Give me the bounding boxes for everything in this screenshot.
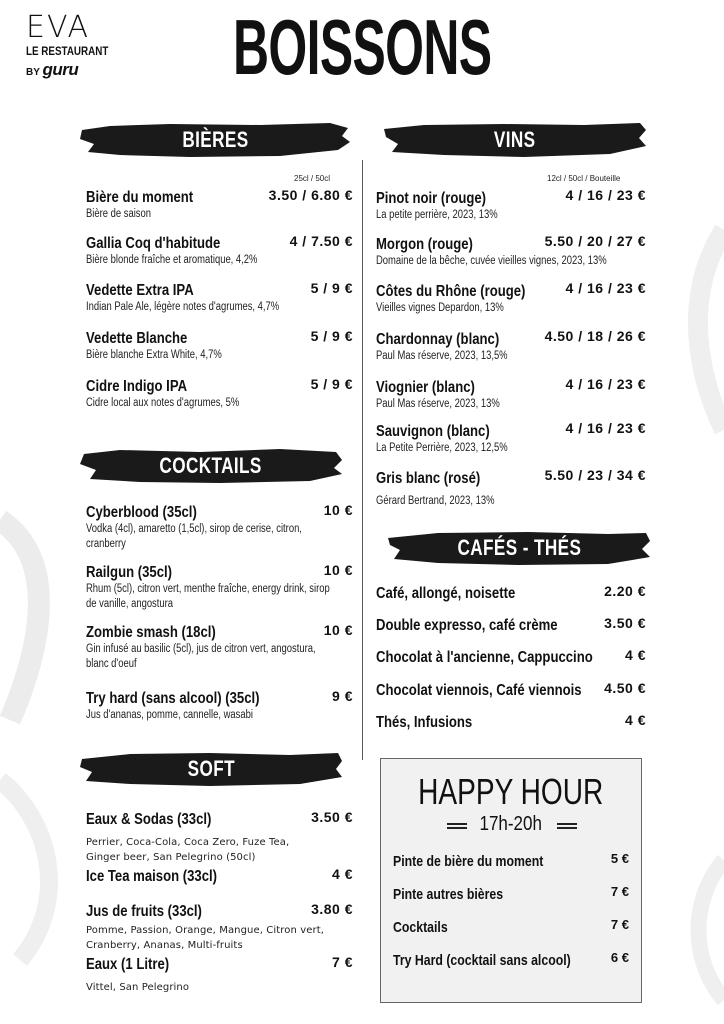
price: 3.80 €	[311, 901, 353, 917]
list-item: Bière du moment Bière de saison	[86, 189, 194, 220]
price: 5 / 9 €	[310, 328, 353, 344]
list-item: Vedette Extra IPA Indian Pale Ale, légère notes d'agrumes, 4,7%	[86, 282, 280, 313]
price: 3.50 €	[604, 615, 646, 631]
price: 10 €	[323, 562, 353, 578]
list-item: Chocolat viennois, Café viennois	[376, 682, 582, 699]
list-item: Gallia Coq d'habitude Bière blonde fraîche et aromatique, 4,2%	[86, 235, 258, 266]
list-item: Try hard (sans alcool) (35cl) Jus d'ananas, pomme, cannelle, wasabi	[86, 690, 260, 721]
section-header-cafes: CAFÉS - THÉS	[388, 528, 650, 568]
list-item: Zombie smash (18cl) Gin infusé au basilic (5cl), jus de citron vert, angostura, blanc d'oeuf	[86, 624, 316, 670]
list-item: Try Hard (cocktail sans alcool)	[393, 952, 571, 969]
list-item: Double expresso, café crème	[376, 617, 558, 634]
price: 10 €	[323, 502, 353, 518]
price: 5.50 / 20 / 27 €	[544, 233, 646, 249]
price: 4 €	[625, 647, 646, 663]
price: 7 €	[610, 884, 629, 899]
logo-eva: EVA	[26, 10, 91, 45]
bieres-size-columns: 25cl / 50cl	[294, 174, 331, 183]
price: 5 €	[610, 851, 629, 866]
list-item: Chardonnay (blanc) Paul Mas réserve, 2023, 13,5%	[376, 331, 508, 362]
price: 4 / 16 / 23 €	[565, 187, 646, 203]
list-item: Cocktails	[393, 919, 448, 936]
section-header-soft: SOFT	[80, 749, 342, 789]
list-item: Eaux & Sodas (33cl) Perrier, Coca-Cola, Coca Zero, Fuze Tea, Ginger beer, San Pelegrino (50cl)	[86, 811, 290, 863]
logo-subtitle: LE RESTAURANT	[26, 44, 109, 58]
price: 4 / 16 / 23 €	[565, 376, 646, 392]
price: 4 €	[625, 712, 646, 728]
list-item: Chocolat à l'ancienne, Cappuccino	[376, 649, 593, 666]
logo-by-guru: BY guru	[26, 60, 79, 79]
list-item: Railgun (35cl) Rhum (5cl), citron vert, menthe fraîche, energy drink, sirop de vanille, angostura	[86, 564, 330, 610]
price: 4 / 7.50 €	[289, 233, 353, 249]
section-header-bieres: BIÈRES	[80, 120, 350, 160]
price: 4.50 €	[604, 680, 646, 696]
section-header-vins: VINS	[384, 120, 646, 160]
happy-hour-box	[380, 758, 642, 1003]
happy-hour-title: HAPPY HOUR	[418, 771, 604, 812]
list-item: Thés, Infusions	[376, 714, 473, 731]
price: 4 €	[332, 866, 353, 882]
price: 10 €	[323, 622, 353, 638]
list-item: Café, allongé, noisette	[376, 585, 516, 602]
price: 5.50 / 23 / 34 €	[544, 467, 646, 483]
list-item: Vedette Blanche Bière blanche Extra White, 4,7%	[86, 330, 222, 361]
vins-size-columns: 12cl / 50cl / Bouteille	[547, 174, 621, 183]
price: 5 / 9 €	[310, 280, 353, 296]
equals-icon	[557, 823, 577, 829]
price: 5 / 9 €	[310, 376, 353, 392]
price: 4 / 16 / 23 €	[565, 420, 646, 436]
price: 9 €	[332, 688, 353, 704]
price: 6 €	[610, 950, 629, 965]
list-item: Ice Tea maison (33cl)	[86, 868, 218, 885]
list-item: Cyberblood (35cl) Vodka (4cl), amaretto (1,5cl), sirop de cerise, citron, cranberry	[86, 504, 302, 550]
price: 4 / 16 / 23 €	[565, 280, 646, 296]
list-item: Jus de fruits (33cl) Pomme, Passion, Orange, Mangue, Citron vert, Cranberry, Ananas, Multi-fruits	[86, 903, 324, 951]
list-item: Morgon (rouge) Domaine de la bêche, cuvée vieilles vignes, 2023, 13%	[376, 236, 607, 267]
list-item: Sauvignon (blanc) La Petite Perrière, 2023, 12,5%	[376, 423, 508, 454]
list-item: Pinte de bière du moment	[393, 853, 544, 870]
list-item: Cidre Indigo IPA Cidre local aux notes d'agrumes, 5%	[86, 378, 240, 409]
list-item: Côtes du Rhône (rouge) Vieilles vignes Depardon, 13%	[376, 283, 526, 314]
price: 2.20 €	[604, 583, 646, 599]
price: 3.50 €	[311, 809, 353, 825]
list-item: Viognier (blanc) Paul Mas réserve, 2023, 13%	[376, 379, 500, 410]
price: 7 €	[332, 954, 353, 970]
list-item: Pinte autres bières	[393, 886, 504, 903]
section-header-cocktails: COCKTAILS	[80, 446, 342, 486]
page-title: BOISSONS	[233, 3, 492, 91]
list-item: Gris blanc (rosé) Gérard Bertrand, 2023, 13%	[376, 470, 495, 507]
list-item: Pinot noir (rouge) La petite perrière, 2023, 13%	[376, 190, 498, 221]
price: 7 €	[610, 917, 629, 932]
price: 3.50 / 6.80 €	[268, 187, 353, 203]
happy-hour-time: 17h-20h	[479, 813, 543, 835]
price: 4.50 / 18 / 26 €	[544, 328, 646, 344]
list-item: Eaux (1 Litre) Vittel, San Pelegrino	[86, 956, 190, 993]
